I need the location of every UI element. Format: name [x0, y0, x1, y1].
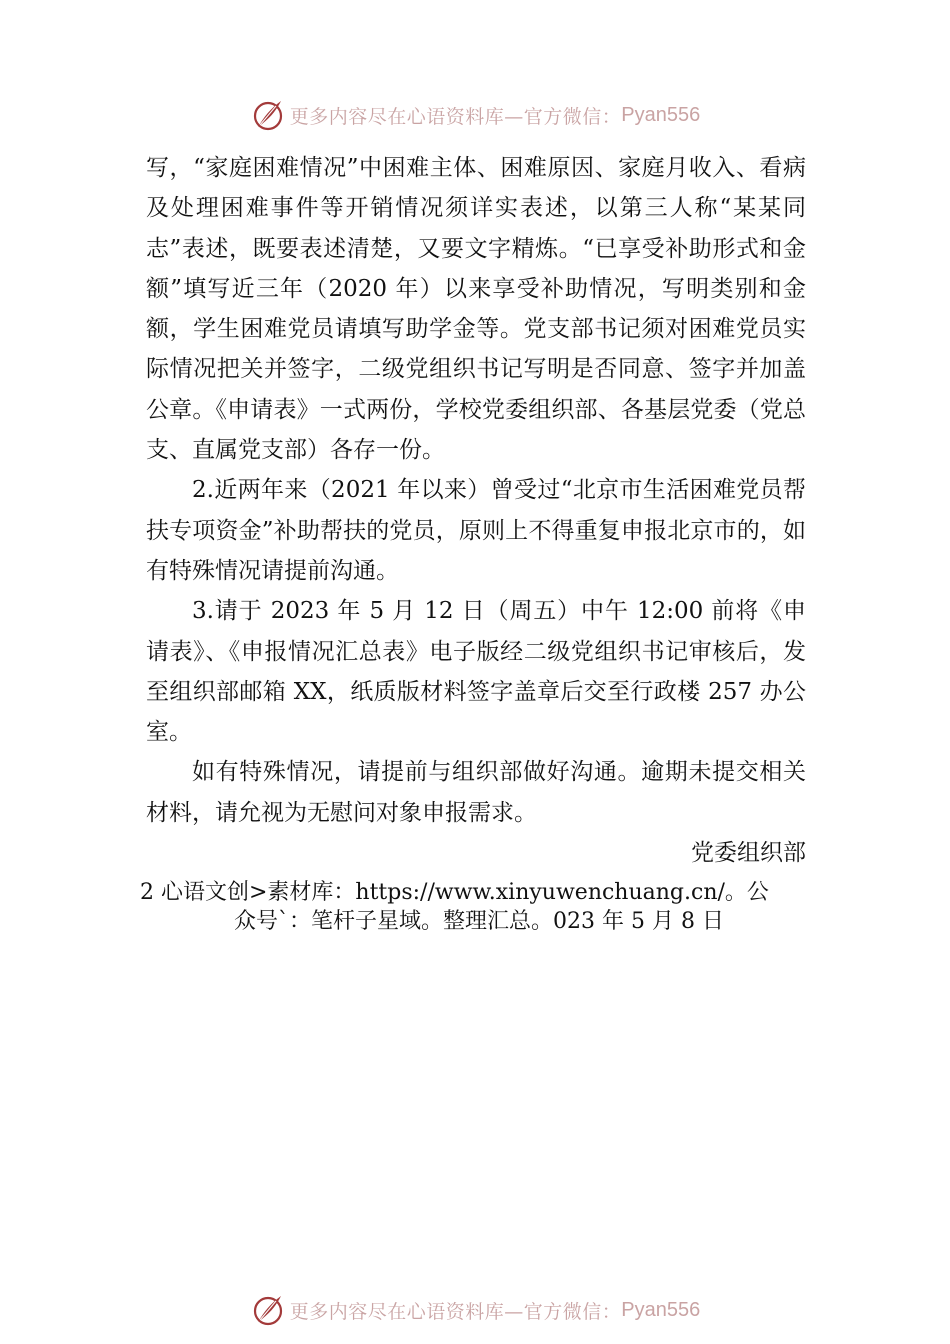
footer-watermark-banner: [0, 1290, 950, 1330]
header-watermark-inner: [250, 95, 700, 135]
footer-watermark-inner: [250, 1290, 700, 1330]
paragraph-instructions: 写，“家庭困难情况”中困难主体、困难原因、家庭月收入、看病及处理困难事件等开销情况须详实表述，以第三人称“某某同志”表述，既要表述清楚，又要文字精炼。“已享受补助形式和金额”填写近三年（2020 年）以来享受补助情况，写明类别和金额，学生困难党员请填写助学金等。党支部书记须对困难党员实际情况把关并签字，二级党组织书记写明是否同意、签字并加盖公章。《申请表》一式两份，学校党委组织部、各基层党委（党总支、直属党支部）各存一份。: [146, 155, 806, 464]
header-watermark-banner: [0, 95, 950, 135]
paragraph-note: 如有特殊情况，请提前与组织部做好沟通。逾期未提交相关材料，请允视为无慰问对象申报需求。: [146, 759, 806, 826]
footer-watermark-wechat: Pyan556: [621, 1298, 701, 1321]
footer-source-line-1: 2 心语文创>素材库：https://www.xinyuwenchuang.cn/。公: [140, 880, 769, 905]
footer-source-note: [140, 878, 808, 936]
feather-quill-logo-icon: [250, 97, 286, 133]
header-watermark-text: 更多内容尽在心语资料库—官方微信：: [289, 105, 622, 128]
paragraph-item-3: 3.请于 2023 年 5 月 12 日（周五）中午 12:00 前将《申请表》、《申报情况汇总表》电子版经二级党组织书记审核后，发至组织部邮箱 XX，纸质版材料签字盖章后交至行政楼 257 办公室。: [146, 598, 806, 746]
signature-department: 党委组织部: [691, 840, 806, 867]
paragraph-item-2: 2.近两年来（2021 年以来）曾受过“北京市生活困难党员帮扶专项资金”补助帮扶的党员，原则上不得重复申报北京市的，如有特殊情况请提前沟通。: [146, 477, 806, 584]
footer-source-line-2: 众号`：笔杆子星域。整理汇总。023 年 5 月 8 日: [234, 909, 724, 934]
feather-quill-logo-icon: [250, 1292, 286, 1328]
footer-watermark-text: 更多内容尽在心语资料库—官方微信：: [289, 1300, 622, 1323]
header-watermark-wechat: Pyan556: [621, 103, 701, 126]
document-body: [146, 148, 806, 873]
